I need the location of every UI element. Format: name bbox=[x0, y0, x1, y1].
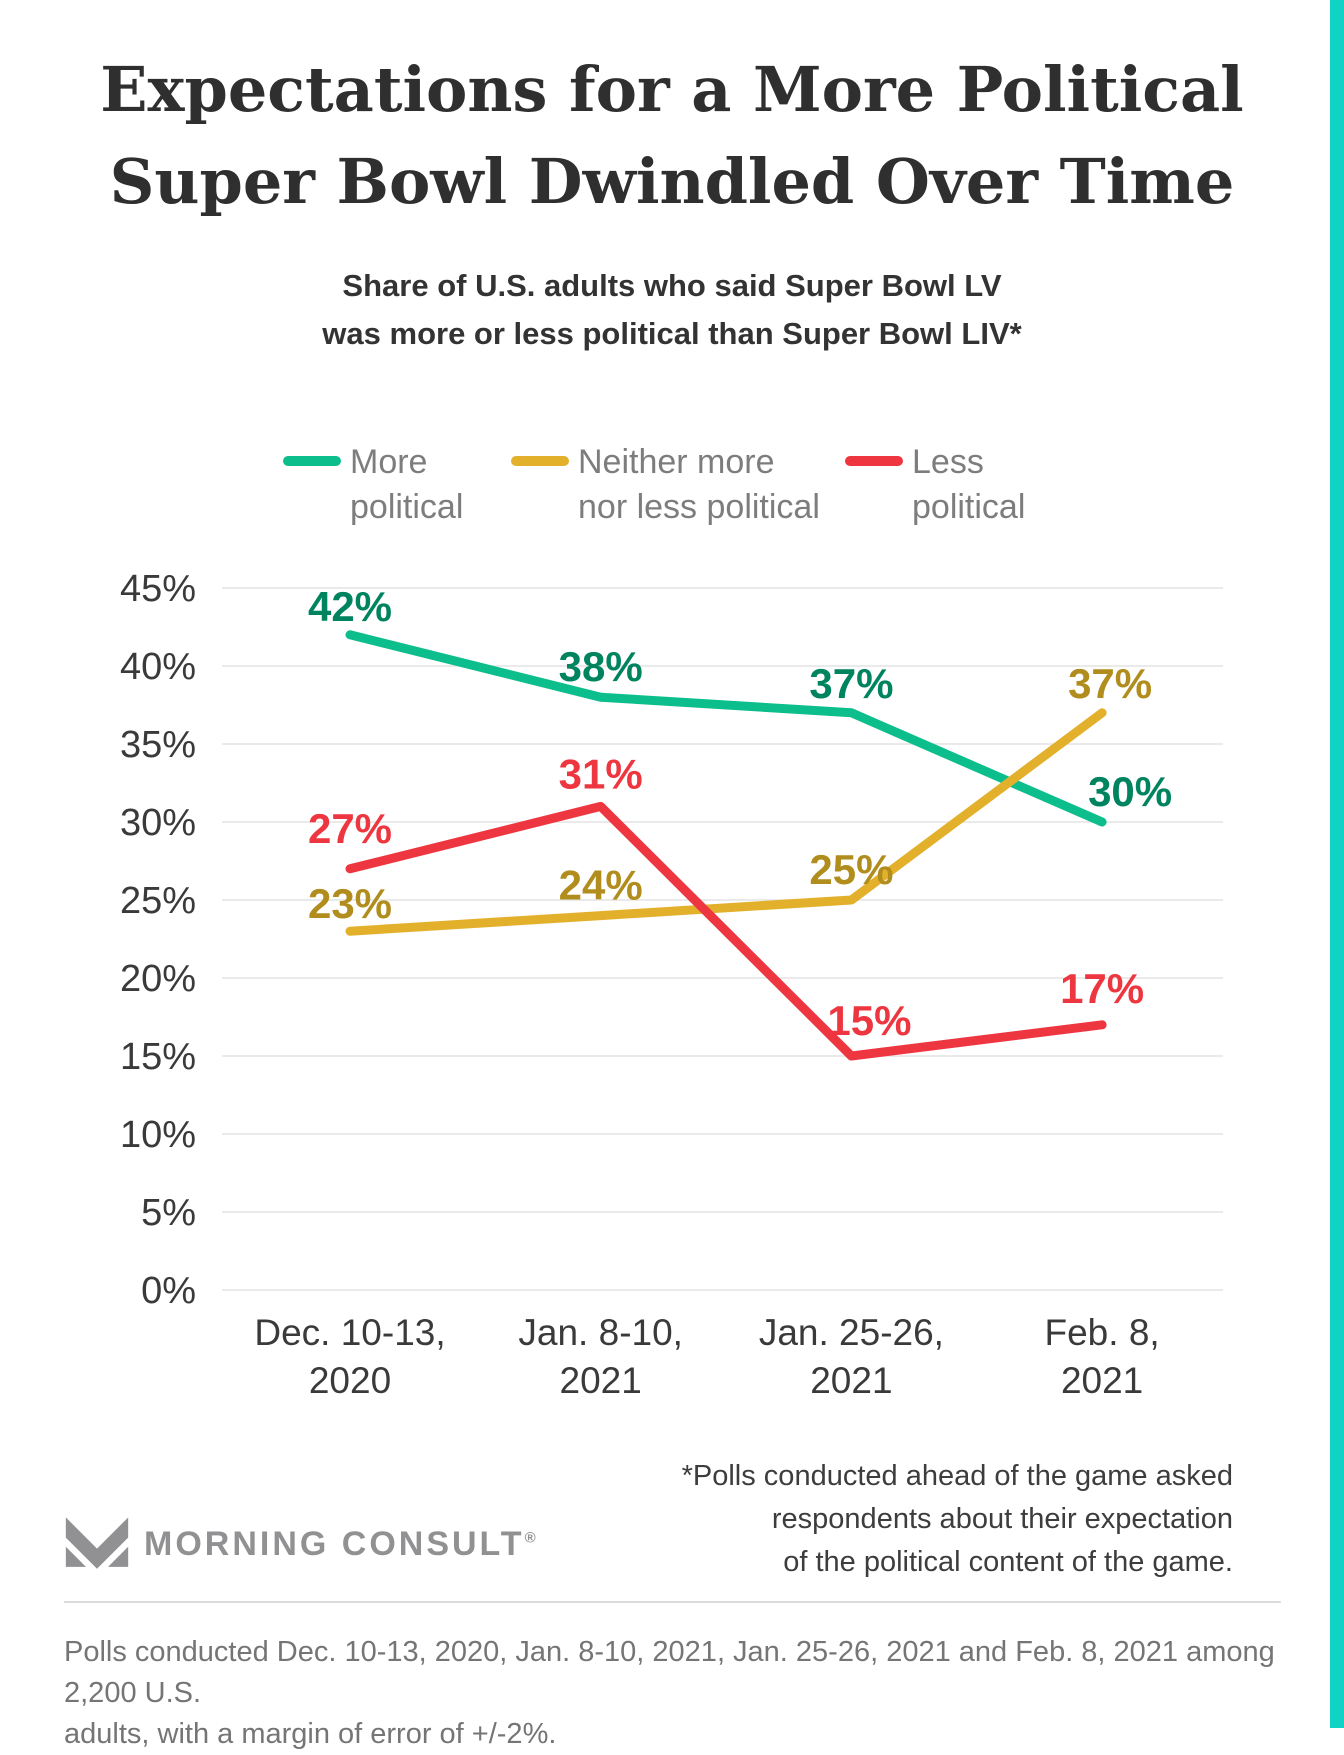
chart-title-line2: Super Bowl Dwindled Over Time bbox=[109, 145, 1235, 218]
data-label: 15% bbox=[827, 997, 912, 1044]
y-tick-label: 15% bbox=[119, 1036, 196, 1078]
divider-line bbox=[64, 1601, 1281, 1603]
line-series-2 bbox=[350, 806, 1102, 1056]
x-tick-label: 2020 bbox=[308, 1360, 392, 1401]
legend-item-more-political bbox=[283, 440, 463, 530]
data-label: 23% bbox=[307, 880, 393, 928]
y-tick-label: 35% bbox=[119, 724, 196, 766]
x-tick-label: Dec. 10-13, bbox=[254, 1312, 446, 1353]
logo-wordmark bbox=[144, 1525, 536, 1564]
legend-item-neither bbox=[511, 440, 820, 530]
chart-subtitle-line1: Share of U.S. adults who said Super Bowl LV bbox=[342, 268, 1002, 303]
footnote-line: of the political content of the game. bbox=[783, 1546, 1233, 1578]
data-label: 31% bbox=[558, 750, 643, 798]
data-label: 42% bbox=[307, 582, 393, 630]
morning-consult-logo bbox=[64, 1512, 536, 1576]
legend-swatch-red bbox=[845, 456, 903, 466]
y-tick-label: 40% bbox=[119, 646, 196, 688]
source-note-line2: adults, with a margin of error of +/-2%. bbox=[64, 1718, 557, 1750]
legend-item-less-political bbox=[845, 440, 1025, 530]
legend-label: nor less political bbox=[578, 488, 820, 526]
legend-label: Less bbox=[912, 443, 984, 481]
y-tick-label: 25% bbox=[119, 880, 196, 922]
data-label: 17% bbox=[1060, 964, 1145, 1012]
data-label: 24% bbox=[558, 861, 643, 909]
y-tick-label: 10% bbox=[119, 1114, 196, 1156]
legend-label: political bbox=[912, 488, 1026, 526]
data-label: 37% bbox=[1068, 659, 1153, 707]
data-label: 25% bbox=[809, 846, 894, 893]
data-label: 30% bbox=[1088, 768, 1173, 815]
x-tick-label: 2021 bbox=[1060, 1360, 1144, 1401]
chart-subtitle-line2: was more or less political than Super Bowl LIV* bbox=[322, 316, 1022, 351]
accent-bar bbox=[1330, 0, 1344, 1728]
y-tick-label: 30% bbox=[119, 802, 196, 844]
morning-consult-m-icon bbox=[64, 1512, 130, 1576]
x-tick-label: Jan. 25-26, bbox=[758, 1312, 944, 1353]
x-tick-label: 2021 bbox=[810, 1360, 893, 1401]
legend-swatch-green bbox=[283, 456, 341, 466]
x-tick-label: Feb. 8, bbox=[1044, 1312, 1160, 1353]
chart-footnote bbox=[533, 1455, 1233, 1584]
chart-title-line1: Expectations for a More Political bbox=[100, 53, 1244, 126]
source-note-line1: Polls conducted Dec. 10-13, 2020, Jan. 8-10, 2021, Jan. 25-26, 2021 and Feb. 8, 2021 among 2,200 U.S. bbox=[64, 1636, 1275, 1709]
line-chart bbox=[0, 540, 1344, 1420]
logo-wordmark-text: MORNING CONSULT bbox=[144, 1524, 525, 1563]
footnote-line: respondents about their expectation bbox=[771, 1503, 1233, 1535]
legend-swatch-gold bbox=[511, 456, 569, 466]
legend-label: Neither more bbox=[578, 443, 775, 481]
y-tick-label: 45% bbox=[119, 568, 196, 610]
y-tick-label: 0% bbox=[141, 1270, 196, 1312]
chart-subtitle bbox=[0, 262, 1344, 358]
legend-label: political bbox=[350, 488, 464, 526]
x-tick-label: Jan. 8-10, bbox=[518, 1312, 683, 1353]
y-tick-label: 20% bbox=[119, 958, 196, 1000]
chart-title bbox=[0, 44, 1344, 228]
source-note bbox=[64, 1632, 1304, 1755]
legend-label: More bbox=[350, 443, 428, 481]
footnote-line: *Polls conducted ahead of the game asked bbox=[681, 1460, 1233, 1492]
data-label: 38% bbox=[558, 643, 643, 691]
data-label: 27% bbox=[307, 804, 393, 852]
y-tick-label: 5% bbox=[141, 1192, 196, 1234]
registered-trademark-symbol: ® bbox=[524, 1529, 536, 1547]
x-tick-label: 2021 bbox=[559, 1360, 642, 1401]
data-label: 37% bbox=[809, 659, 894, 707]
